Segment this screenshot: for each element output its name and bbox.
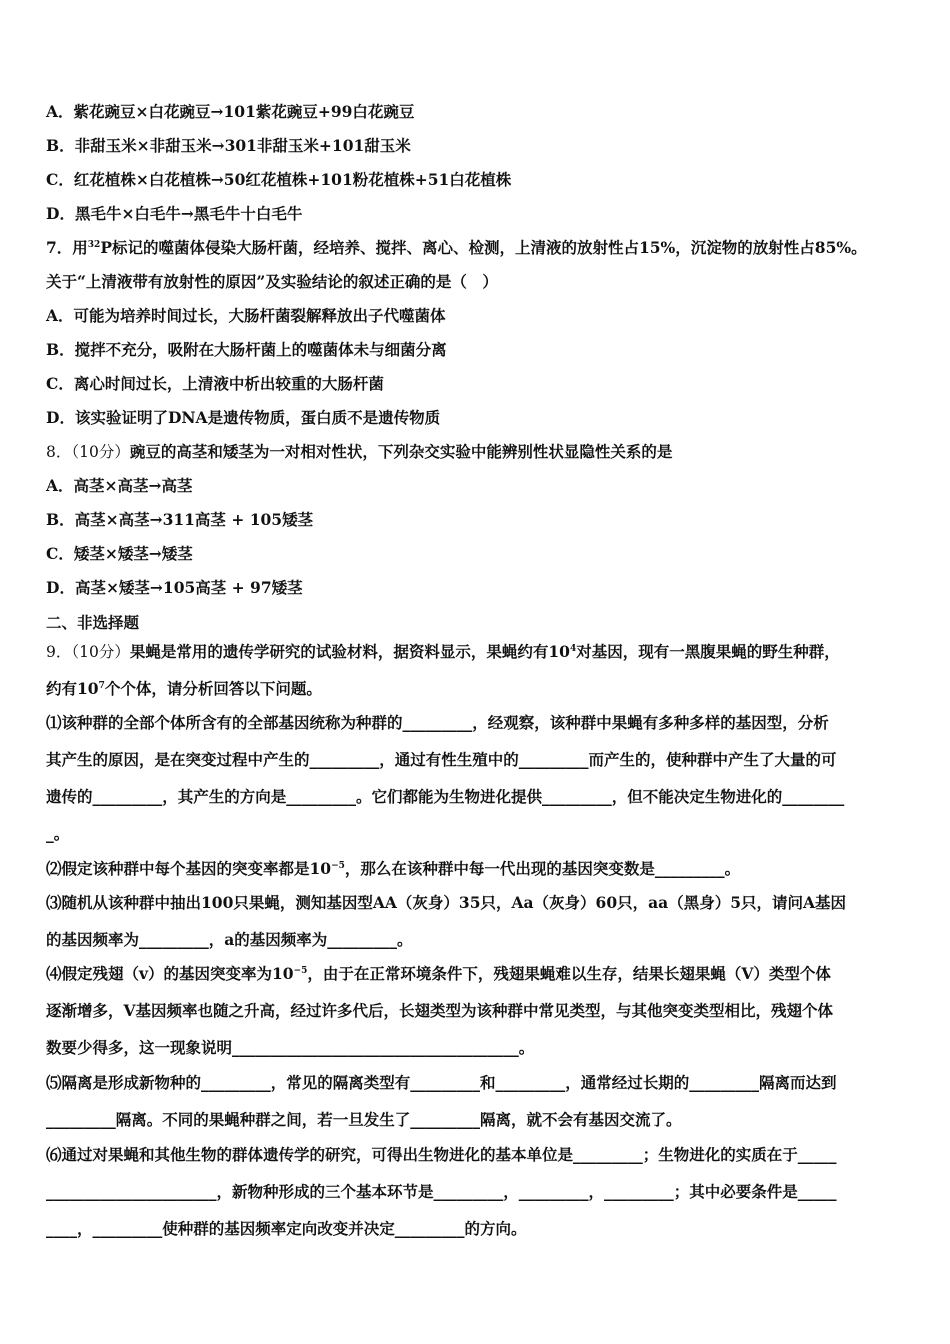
q9-part3-line1: ⑶随机从该种群中抽出100只果蝇，测知基因型AA（灰身）35只，Aa（灰身）60只，aa（黑身）5只，请问A基因 bbox=[46, 893, 847, 912]
q7-option-d: D．该实验证明了DNA是遗传物质，蛋白质不是遗传物质 bbox=[46, 408, 441, 427]
q9-part5-line2: _________隔离。不同的果蝇种群之间，若一旦发生了_________隔离，就不会有基因交流了。 bbox=[46, 1110, 682, 1129]
q9-exponent-2: 7 bbox=[98, 681, 105, 691]
q9-part2-text-a: ⑵假定该种群中每个基因的突变率都是10 bbox=[46, 859, 332, 878]
q7-option-c: C．离心时间过长，上清液中析出较重的大肠杆菌 bbox=[46, 374, 384, 393]
q8-option-c: C．矮茎×矮茎→矮茎 bbox=[46, 544, 193, 563]
q9-line2-text-b: 个个体，请分析回答以下问题。 bbox=[104, 679, 322, 698]
q7-stem-line1 bbox=[46, 238, 867, 258]
q9-part3-line2: 的基因频率为_________，a的基因频率为_________。 bbox=[46, 930, 413, 949]
q9-part4-text-b: ，由于在正常环境条件下，残翅果蝇难以生存，结果长翅果蝇（V）类型个体 bbox=[307, 964, 831, 983]
q8-number: 8． bbox=[46, 443, 72, 461]
q8-option-b: B．高茎×高茎→311高茎 + 105矮茎 bbox=[46, 510, 314, 529]
q7-number: 7．用 bbox=[46, 238, 88, 257]
q7-option-b: B．搅拌不充分，吸附在大肠杆菌上的噬菌体未与细菌分离 bbox=[46, 340, 447, 359]
q8-option-d: D．高茎×矮茎→105高茎 + 97矮茎 bbox=[46, 578, 303, 597]
isotope-mass-number: 32 bbox=[87, 240, 101, 250]
q9-part5-line1: ⑸隔离是形成新物种的_________，常见的隔离类型有_________和_________，通常经过长期的_________隔离而达到 bbox=[46, 1073, 837, 1092]
q9-stem-text-a: 果蝇是常用的遗传学研究的试验材料，据资料显示，果蝇约有10 bbox=[129, 642, 570, 661]
q8-stem bbox=[46, 442, 672, 462]
q8-score: （10分） bbox=[71, 443, 130, 461]
q9-part6-line3: ____，_________使种群的基因频率定向改变并决定_________的方向。 bbox=[46, 1219, 527, 1238]
q7-option-a: A．可能为培养时间过长，大肠杆菌裂解释放出子代噬菌体 bbox=[46, 306, 446, 325]
q9-part4-text-a: ⑷假定残翅（v）的基因突变率为10 bbox=[46, 964, 294, 983]
q9-part4-line3: 数要少得多，这一现象说明_____________________________________。 bbox=[46, 1038, 535, 1057]
q6-option-b: B．非甜玉米×非甜玉米→301非甜玉米+101甜玉米 bbox=[46, 136, 411, 155]
q6-option-c: C．红花植株×白花植株→50红花植株+101粉花植株+51白花植株 bbox=[46, 170, 512, 189]
q6-option-a: A．紫花豌豆×白花豌豆→101紫花豌豆+99白花豌豆 bbox=[46, 102, 415, 121]
q8-option-a: A．高茎×高茎→高茎 bbox=[46, 476, 193, 495]
q9-part4-line2: 逐渐增多，V基因频率也随之升高，经过许多代后，长翅类型为该种群中常见类型，与其他突变类型相比，残翅个体 bbox=[46, 1001, 834, 1020]
q9-number: 9． bbox=[46, 643, 72, 661]
q9-part4-line1 bbox=[46, 964, 831, 984]
q9-part1-line4: _。 bbox=[46, 824, 70, 843]
q9-part6-line1: ⑹通过对果蝇和其他生物的群体遗传学的研究，可得出生物进化的基本单位是_________；生物进化的实质在于_____ bbox=[46, 1145, 837, 1164]
q9-line2-text-a: 约有10 bbox=[46, 679, 99, 698]
q9-exponent-1: 4 bbox=[569, 644, 577, 654]
q9-part1-line3: 遗传的_________，其产生的方向是_________。它们都能为生物进化提供_________，但不能决定生物进化的________ bbox=[46, 787, 845, 806]
q9-part2-text-b: ，那么在该种群中每一代出现的基因突变数是_________。 bbox=[344, 859, 741, 878]
q7-stem-text: P标记的噬菌体侵染大肠杆菌，经培养、搅拌、离心、检测，上清液的放射性占15%，沉淀物的放射性占85%。 bbox=[100, 238, 867, 257]
q8-stem-text: 豌豆的高茎和矮茎为一对相对性状，下列杂交实验中能辨别性状显隐性关系的是 bbox=[129, 442, 673, 461]
q9-score: （10分） bbox=[71, 643, 130, 661]
q9-stem-line1 bbox=[46, 642, 840, 662]
q9-part2-exponent: −5 bbox=[331, 861, 345, 871]
q9-part1-line1: ⑴该种群的全部个体所含有的全部基因统称为种群的_________，经观察，该种群中果蝇有多种多样的基因型，分析 bbox=[46, 713, 829, 732]
q7-stem-line2: 关于“上清液带有放射性的原因”及实验结论的叙述正确的是（ ） bbox=[46, 272, 498, 291]
section-2-title: 二、非选择题 bbox=[46, 613, 140, 632]
q9-stem-text-b: 对基因，现有一黑腹果蝇的野生种群， bbox=[576, 642, 840, 661]
q9-part2 bbox=[46, 859, 740, 879]
q9-stem-line2 bbox=[46, 679, 322, 699]
q6-option-d: D．黑毛牛×白毛牛→黑毛牛十白毛牛 bbox=[46, 204, 303, 223]
q9-part4-exponent: −5 bbox=[293, 966, 308, 976]
q9-part6-line2: ______________________，新物种形成的三个基本环节是_________，_________，_________；其中必要条件是_____ bbox=[46, 1182, 837, 1201]
q9-part1-line2: 其产生的原因，是在突变过程中产生的_________，通过有性生殖中的_________而产生的，使种群中产生了大量的可 bbox=[46, 750, 837, 769]
